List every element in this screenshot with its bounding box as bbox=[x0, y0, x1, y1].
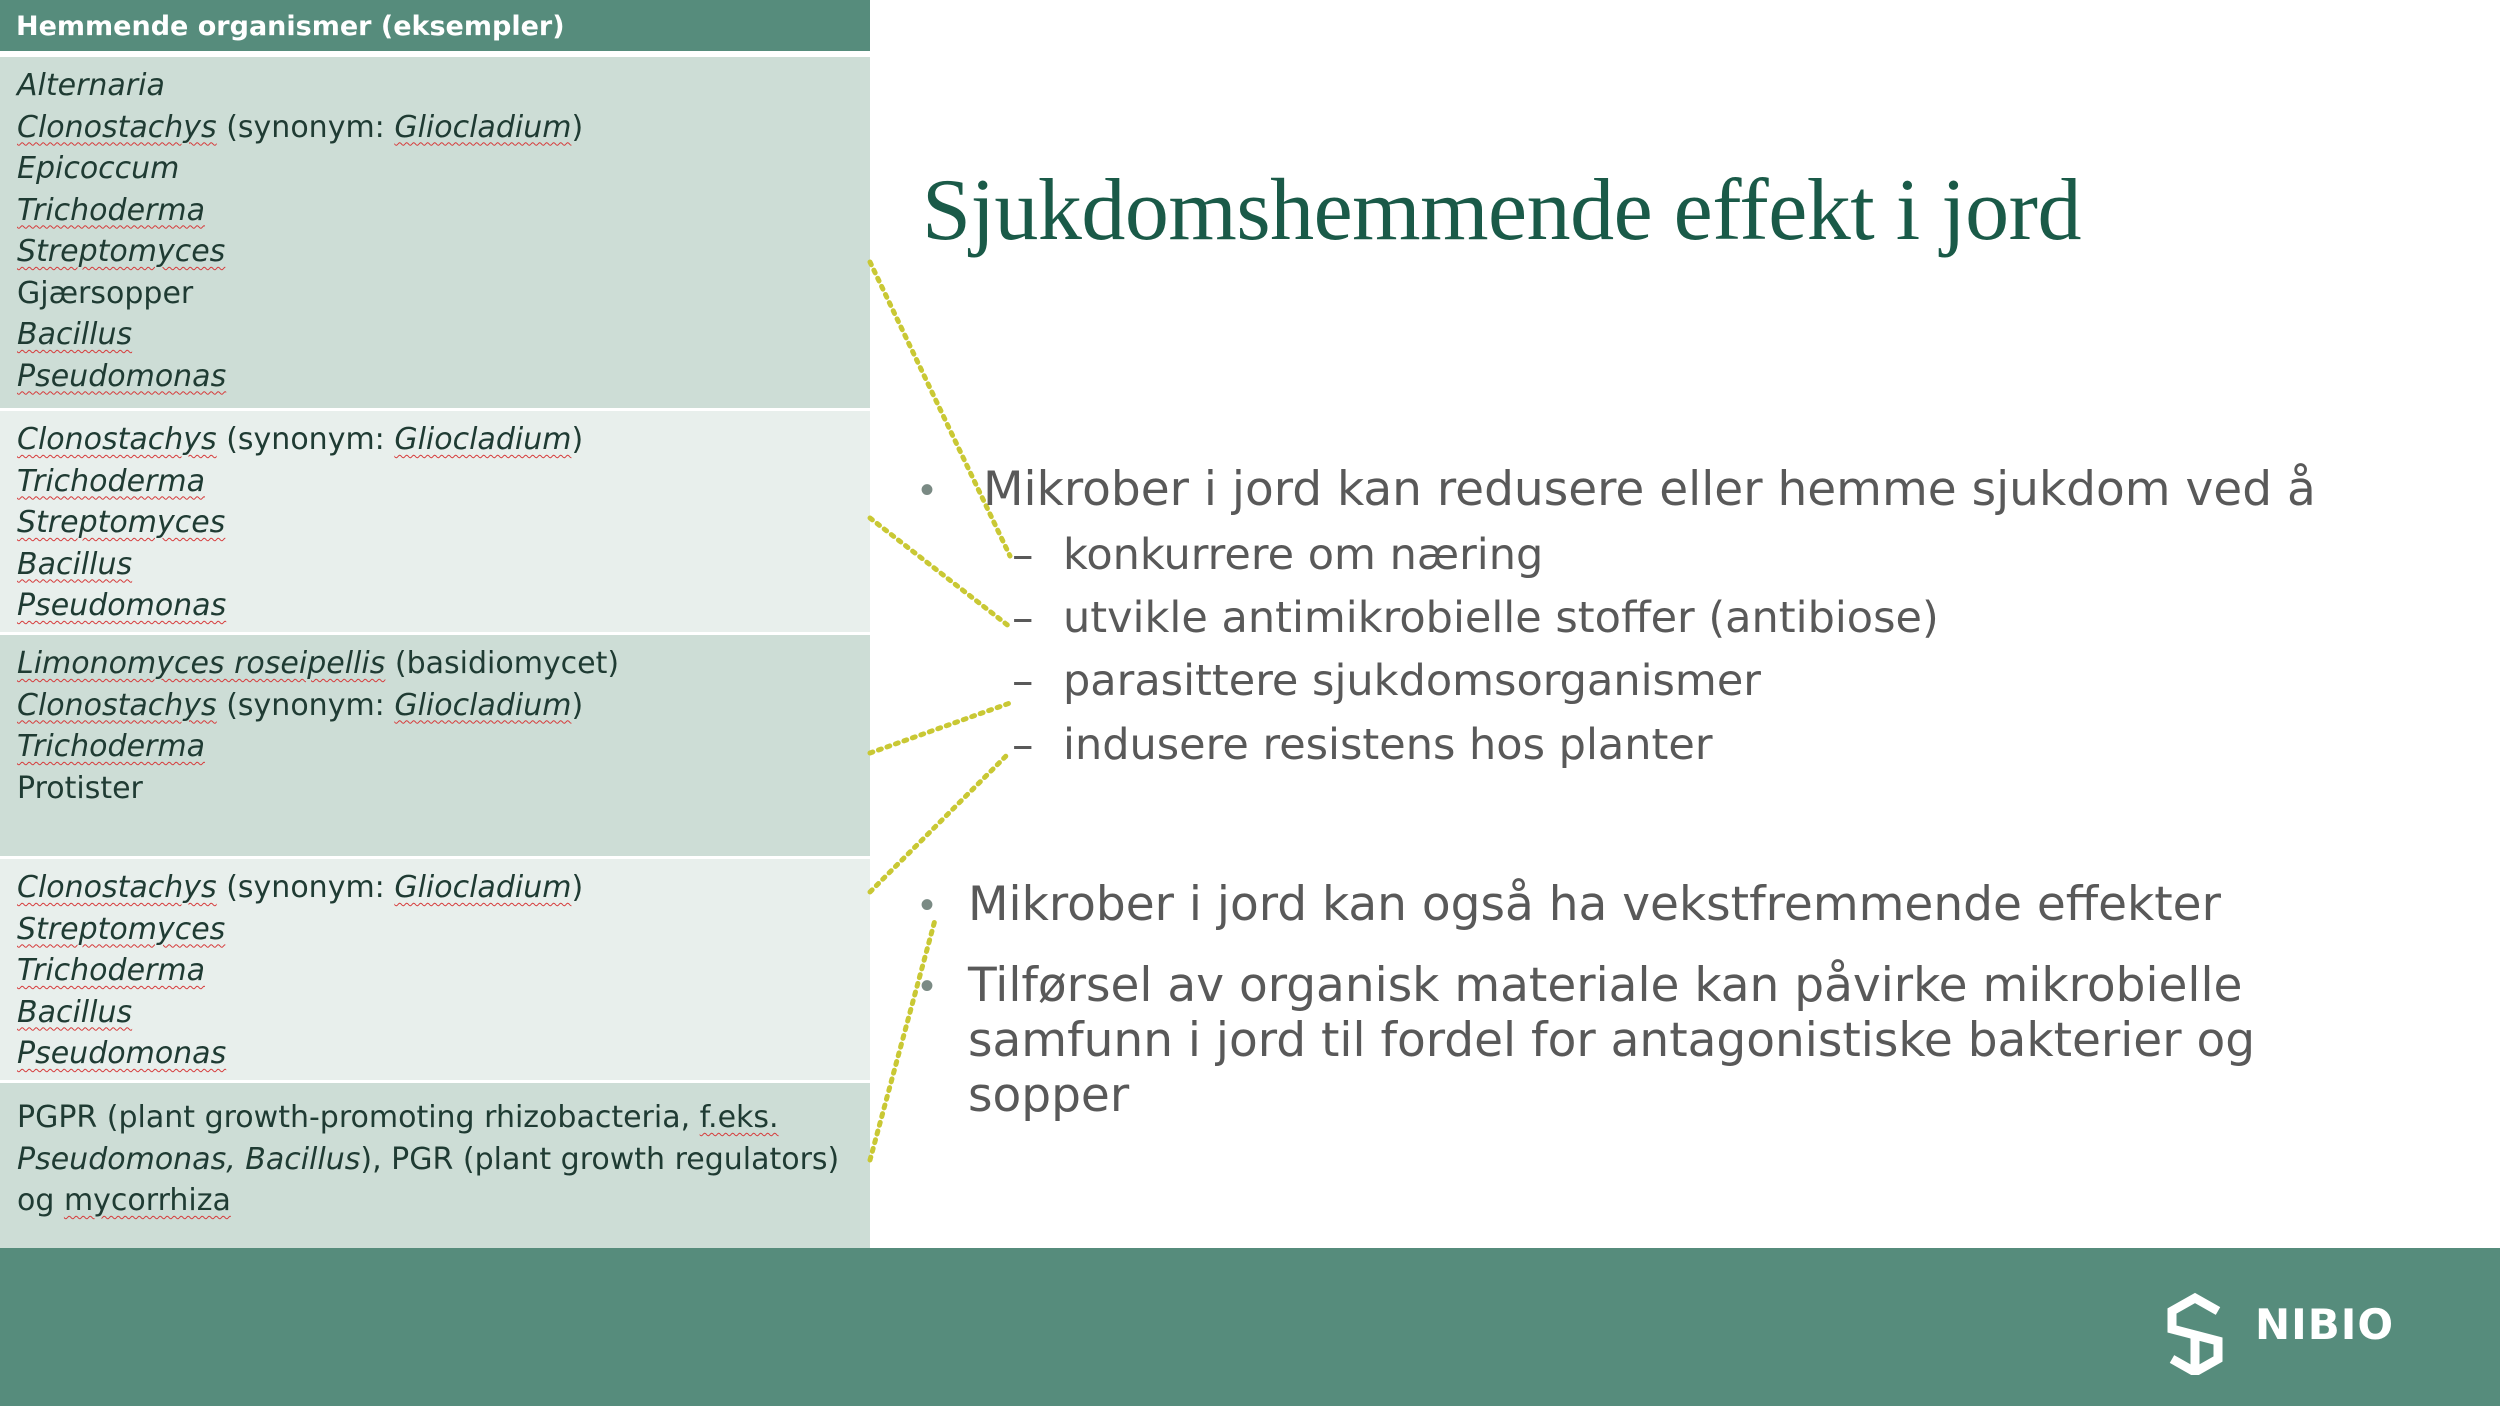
bullet-dot-2: • bbox=[920, 883, 935, 927]
organism-name: Clonostachys bbox=[17, 687, 217, 723]
organism-note: (basidiomycet) bbox=[385, 646, 620, 681]
connector-line-parasittere bbox=[870, 703, 1010, 753]
organism-note: mycorrhiza bbox=[63, 1183, 231, 1218]
organism-name: Gliocladium bbox=[394, 109, 572, 145]
organism-name: Pseudomonas bbox=[17, 588, 227, 623]
sub-dash-2: – bbox=[1012, 593, 1034, 643]
organism-name: Gliocladium bbox=[394, 422, 572, 457]
connector-line-antibiose bbox=[870, 518, 1010, 627]
organism-name: Alternaria bbox=[17, 68, 165, 103]
organism-name: Bacillus bbox=[17, 317, 133, 352]
bullet-3-line-2: samfunn i jord til fordel for antagonistiske bakterier og bbox=[968, 1013, 2256, 1068]
organism-note: (synonym: bbox=[216, 109, 395, 145]
organism-name: Streptomyces bbox=[17, 911, 226, 947]
sub-dash-3: – bbox=[1012, 656, 1034, 706]
bullet-dot-3: • bbox=[920, 964, 935, 1008]
organism-name: Bacillus bbox=[17, 994, 133, 1030]
organism-name: Clonostachys bbox=[17, 422, 217, 457]
bullet-3-line-1: Tilførsel av organisk materiale kan påvirke mikrobielle bbox=[968, 958, 2243, 1013]
organism-name: Clonostachys bbox=[17, 109, 217, 145]
sub-dash-1: – bbox=[1012, 530, 1034, 580]
organism-note: (synonym: bbox=[216, 422, 395, 457]
organism-name: Bacillus bbox=[17, 546, 133, 582]
organism-note: f.eks. bbox=[699, 1100, 779, 1135]
organism-note: ) bbox=[571, 109, 584, 145]
organism-note: Gjærsopper bbox=[17, 275, 194, 311]
organism-name: Pseudomonas bbox=[17, 358, 227, 394]
organism-note: ) bbox=[571, 422, 584, 457]
sub-bullet-konkurrere: konkurrere om næring bbox=[1063, 530, 1544, 580]
organism-name: Pseudomonas, Bacillus bbox=[17, 1141, 361, 1177]
organism-note: ) bbox=[571, 870, 584, 905]
organism-name: Trichoderma bbox=[17, 729, 205, 764]
organism-name: Pseudomonas bbox=[17, 1036, 227, 1071]
connector-line-resistens bbox=[870, 752, 1010, 892]
footer-bar bbox=[0, 1248, 2500, 1406]
organism-note: ), PGR (plant growth regulators) og bbox=[17, 1141, 840, 1218]
organism-name: Trichoderma bbox=[17, 953, 205, 988]
slide-title: Sjukdomshemmende effekt i jord bbox=[922, 162, 2081, 259]
organism-name: Streptomyces bbox=[17, 505, 226, 540]
organism-name: Epicoccum bbox=[17, 151, 180, 186]
connector-line-vekstfremmende bbox=[870, 920, 935, 1160]
organism-note: PGPR (plant growth-promoting rhizobacteria, bbox=[17, 1100, 700, 1135]
organism-name: Trichoderma bbox=[17, 192, 205, 228]
organism-name: Gliocladium bbox=[394, 687, 572, 723]
sub-bullet-resistens: indusere resistens hos planter bbox=[1063, 720, 1713, 770]
organism-name: Trichoderma bbox=[17, 463, 205, 499]
sub-bullet-antibiose: utvikle antimikrobielle stoffer (antibiose) bbox=[1063, 593, 1939, 643]
bullet-3-line-3: sopper bbox=[968, 1068, 1130, 1123]
table-header: Hemmende organismer (eksempler) bbox=[0, 0, 870, 54]
organism-note: ) bbox=[571, 687, 584, 723]
organism-note: (synonym: bbox=[216, 870, 395, 905]
organism-name: Streptomyces bbox=[17, 234, 226, 269]
organism-name: Gliocladium bbox=[394, 870, 572, 905]
sub-bullet-parasittere: parasittere sjukdomsorganismer bbox=[1063, 656, 1761, 706]
bullet-1-text: Mikrober i jord kan redusere eller hemme sjukdom ved å bbox=[983, 462, 2316, 517]
nibio-logo-text: NIBIO bbox=[2255, 1300, 2395, 1349]
nibio-logo-icon bbox=[2150, 1285, 2240, 1375]
bullet-dot-1: • bbox=[920, 468, 935, 512]
sub-dash-4: – bbox=[1012, 720, 1034, 770]
organism-name: Limonomyces roseipellis bbox=[17, 646, 386, 681]
organism-name: Clonostachys bbox=[17, 870, 217, 905]
organism-note: Protister bbox=[17, 770, 143, 806]
bullet-2-text: Mikrober i jord kan også ha vekstfremmende effekter bbox=[968, 877, 2221, 932]
organism-note: (synonym: bbox=[216, 687, 395, 723]
